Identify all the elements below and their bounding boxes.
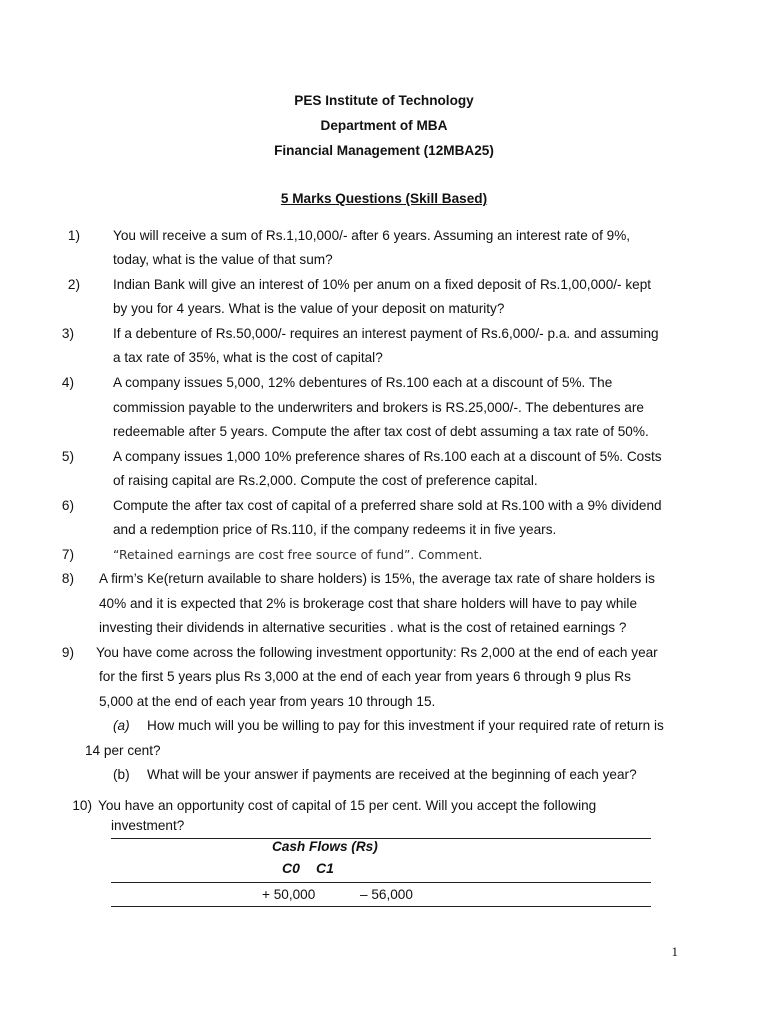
table-header-rule: [111, 882, 651, 883]
question-number: 10): [72, 798, 92, 813]
course-title: Financial Management (12MBA25): [274, 143, 494, 158]
question-text: You have an opportunity cost of capital of 15 per cent. Will you accept the following: [98, 798, 597, 813]
question-text: Compute the after tax cost of capital of a preferred share sold at Rs.100 with a 9% dividend: [113, 498, 662, 513]
column-header-c0: C0: [282, 860, 300, 876]
question-number: 1): [67, 228, 80, 243]
question-text: a tax rate of 35%, what is the cost of capital?: [113, 350, 383, 365]
question-number: 7): [61, 547, 74, 562]
part-a-label: [113, 714, 130, 739]
question-number: 2): [67, 277, 80, 292]
question-text: You have come across the following investment opportunity: Rs 2,000 at the end of each year: [96, 645, 658, 660]
question-text: If a debenture of Rs.50,000/- requires an interest payment of Rs.6,000/- p.a. and assuming: [113, 326, 659, 341]
question-text: “Retained earnings are cost free source of fund”. Comment.: [113, 548, 483, 562]
question-text: commission payable to the underwriters and brokers is RS.25,000/-. The debentures are: [113, 400, 644, 415]
question-text: redeemable after 5 years. Compute the after tax cost of debt assuming a tax rate of 50%.: [113, 424, 649, 439]
part-a-text: How much will you be willing to pay for this investment if your required rate of return is: [147, 718, 664, 733]
question-text: for the first 5 years plus Rs 3,000 at the end of each year from years 6 through 9 plus Rs: [99, 669, 631, 684]
question-text: investing their dividends in alternative securities . what is the cost of retained earnings ?: [99, 620, 627, 635]
table-top-rule: [111, 838, 651, 839]
table-cell-c1: – 56,000: [360, 887, 413, 902]
column-header-c1: C1: [316, 860, 334, 876]
question-text: by you for 4 years. What is the value of your deposit on maturity?: [113, 301, 505, 316]
part-b-text: What will be your answer if payments are received at the beginning of each year?: [147, 767, 637, 782]
part-b-label: (b): [113, 767, 130, 782]
question-text: A company issues 5,000, 12% debentures of Rs.100 each at a discount of 5%. The: [113, 375, 613, 390]
institute-title: PES Institute of Technology: [294, 93, 474, 108]
part-a-label-text: (a): [113, 718, 130, 733]
question-text: 40% and it is expected that 2% is brokerage cost that share holders will have to pay while: [99, 596, 638, 611]
table-cell-c0: + 50,000: [262, 887, 316, 902]
page-number: 1: [671, 944, 678, 959]
section-title-text: 5 Marks Questions (Skill Based): [280, 191, 488, 206]
table-bottom-rule: [111, 906, 651, 907]
question-text: and a redemption price of Rs.110, if the company redeems it in five years.: [113, 522, 557, 537]
question-number: 4): [61, 375, 74, 390]
question-text: You will receive a sum of Rs.1,10,000/- after 6 years. Assuming an interest rate of 9%,: [113, 228, 631, 243]
part-a-text-continued: 14 per cent?: [85, 743, 161, 758]
question-text: 5,000 at the end of each year from years 10 through 15.: [99, 694, 436, 709]
question-number: 5): [61, 449, 74, 464]
question-text: investment?: [111, 818, 185, 833]
question-number: 9): [61, 645, 74, 660]
question-text: Indian Bank will give an interest of 10% per anum on a fixed deposit of Rs.1,00,000/- kept: [113, 277, 652, 292]
section-title: [0, 191, 768, 207]
question-text: today, what is the value of that sum?: [113, 252, 333, 267]
question-text: A firm’s Ke(return available to share holders) is 15%, the average tax rate of share holders is: [99, 571, 655, 586]
question-text: A company issues 1,000 10% preference shares of Rs.100 each at a discount of 5%. Costs: [113, 449, 662, 464]
question-number: 3): [61, 326, 74, 341]
department-title: Department of MBA: [320, 118, 448, 133]
question-number: 8): [61, 571, 74, 586]
table-title: Cash Flows (Rs): [272, 839, 378, 854]
question-number: 6): [61, 498, 74, 513]
question-text: of raising capital are Rs.2,000. Compute the cost of preference capital.: [113, 473, 538, 488]
